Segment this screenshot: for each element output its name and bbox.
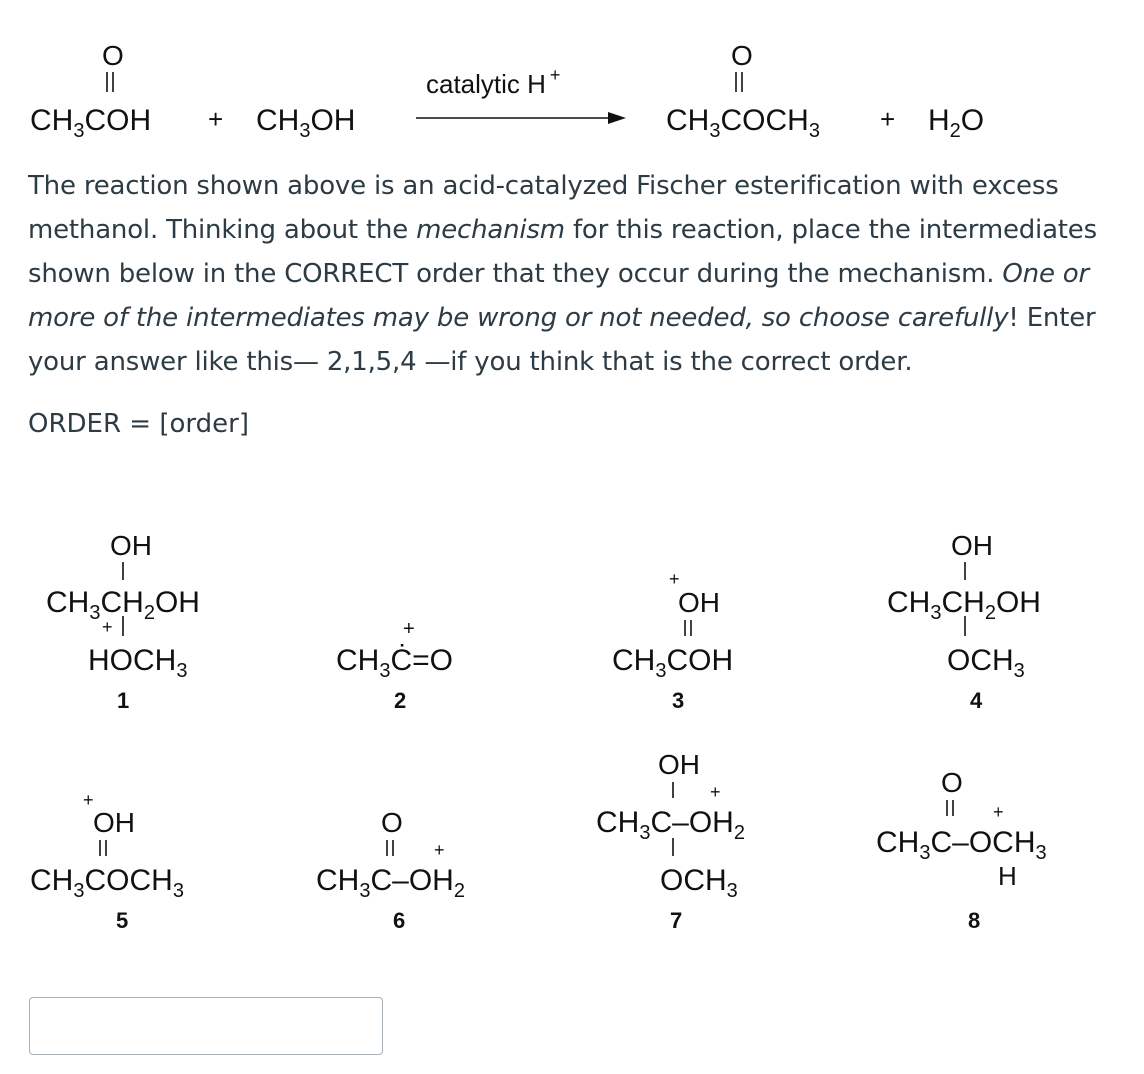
intermediate-7-oh: OH — [658, 749, 700, 780]
intermediate-6-oxygen: O — [381, 807, 403, 838]
intermediate-6 — [316, 807, 465, 933]
reaction-arrow — [416, 65, 626, 124]
intermediate-2 — [336, 618, 453, 713]
product-water: $H_2O$ — [928, 104, 985, 142]
q-seg-3: One or more of the intermediates may be wrong or not needed, so choose carefully — [28, 259, 1090, 333]
q-seg-2: for this reaction, place the intermediates shown below in the CORRECT order that they occur during the mechanism. — [28, 215, 1097, 289]
intermediate-1-charge: + — [102, 617, 113, 637]
q-seg-0: The reaction shown above is an acid-catalyzed Fischer esterification with excess methanol. Thinking about the — [28, 171, 1059, 245]
intermediate-4-number: 4 — [970, 688, 983, 713]
intermediate-7-bottom: $OCH_3$ — [660, 864, 738, 902]
reactant-acetic-acid — [30, 40, 151, 142]
q-seg-4: ! Enter your answer like this— 2,1,5,4 —if you think that is the correct order. — [28, 303, 1096, 377]
intermediate-7-charge: + — [710, 782, 721, 802]
intermediate-3-oh: OH — [678, 587, 720, 618]
intermediate-1-number: 1 — [117, 688, 130, 713]
intermediate-1-oh: OH — [110, 530, 152, 561]
intermediate-3 — [612, 569, 733, 713]
intermediate-2-main: $CH_3Ċ=O$ — [336, 644, 453, 682]
intermediate-3-charge: + — [669, 569, 680, 589]
intermediate-8-hydrogen: H — [998, 861, 1017, 891]
arrow-label: catalytic H + — [426, 65, 561, 99]
intermediate-8-main: $CH_3C-OCH_3$ — [876, 826, 1047, 864]
answer-input[interactable] — [29, 997, 383, 1055]
intermediates-panel — [0, 510, 1144, 950]
plus-sign-2: + — [880, 104, 896, 134]
q-seg-1: mechanism — [416, 215, 565, 245]
reactant1-oxygen: O — [102, 40, 124, 71]
order-label: ORDER = [order] — [28, 409, 249, 439]
reactant1-formula: $CH_3COH$ — [30, 104, 152, 142]
intermediate-5-oh: OH — [93, 807, 135, 838]
intermediate-4-main: $CH_3CH_2OH$ — [887, 586, 1041, 624]
intermediate-8 — [876, 767, 1047, 933]
product1-formula: $CH_3COCH_3$ — [666, 104, 820, 142]
intermediate-2-charge: + — [403, 618, 415, 640]
intermediate-2-number: 2 — [394, 688, 407, 713]
intermediate-8-oxygen: O — [941, 767, 963, 798]
plus-sign-1: + — [208, 104, 224, 134]
intermediate-6-main: $CH_3C-OH_2$ — [316, 864, 465, 902]
intermediate-5-main: $CH_3COCH_3$ — [30, 864, 184, 902]
intermediate-4-bottom: $OCH_3$ — [947, 644, 1025, 682]
intermediate-8-charge: + — [993, 802, 1004, 822]
intermediate-7-main: $CH_3C-OH_2$ — [596, 806, 745, 844]
intermediate-4 — [887, 530, 1041, 713]
product1-oxygen: O — [731, 40, 753, 71]
intermediate-3-main: $CH_3COH$ — [612, 644, 734, 682]
reaction-scheme — [0, 0, 1144, 160]
reactant-methanol: $CH_3OH$ — [256, 104, 356, 142]
intermediate-7-number: 7 — [670, 908, 683, 933]
intermediate-1 — [46, 530, 200, 713]
intermediate-5-charge: + — [83, 790, 94, 810]
product-methyl-acetate — [666, 40, 820, 142]
intermediate-3-number: 3 — [672, 688, 685, 713]
question-text — [28, 164, 1118, 384]
intermediate-4-oh: OH — [951, 530, 993, 561]
question-paragraph — [28, 164, 1118, 384]
intermediate-5 — [30, 790, 184, 933]
intermediate-7 — [596, 749, 745, 933]
intermediate-8-number: 8 — [968, 908, 981, 933]
intermediate-1-bottom: $HOCH_3$ — [88, 644, 188, 682]
intermediate-1-main: $CH_3CH_2OH$ — [46, 586, 200, 624]
intermediate-6-number: 6 — [393, 908, 406, 933]
intermediate-5-number: 5 — [116, 908, 129, 933]
intermediate-6-charge: + — [434, 840, 445, 860]
